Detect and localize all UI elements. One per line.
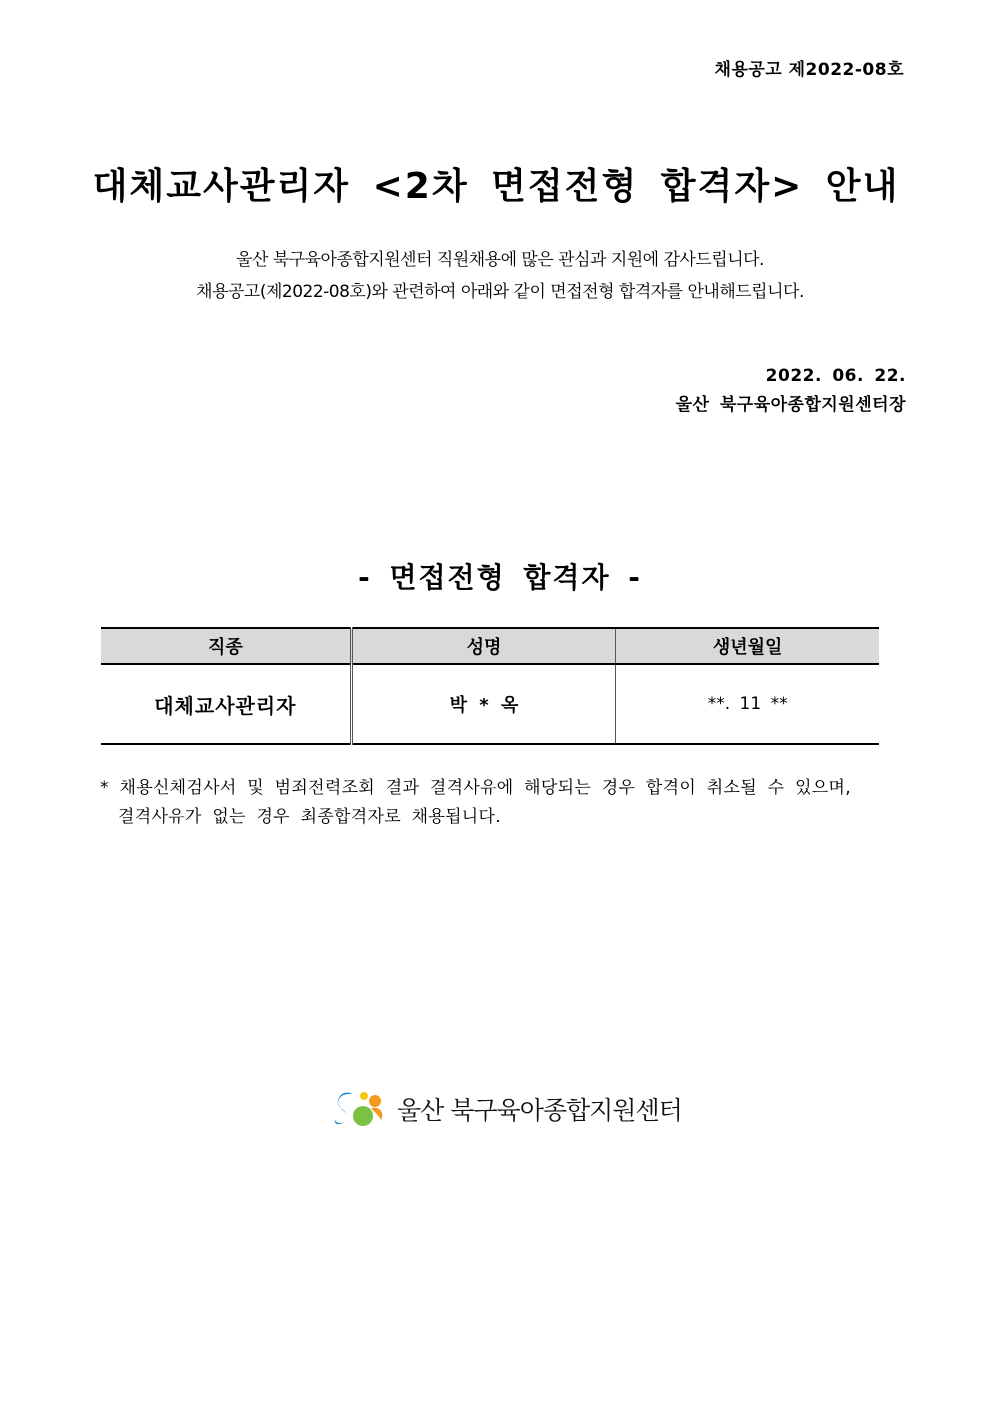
result-table [101,627,879,745]
logo-dot-yellow [360,1092,368,1100]
header-job: 직종 [101,628,351,664]
logo-dot-orange [369,1095,381,1107]
table-header-row [101,628,879,664]
header-birth: 생년월일 [616,628,879,664]
center-logo [333,1086,682,1132]
cell-name: 박 * 옥 [351,664,616,744]
issue-date: 2022. 06. 22. [765,366,906,386]
table-row [101,664,879,744]
intro-line-2: 채용공고(제2022-08호)와 관련하여 아래와 같이 면접전형 합격자를 안내해드립니다. [196,282,804,302]
header-name: 성명 [351,628,616,664]
intro-line-1: 울산 북구육아종합지원센터 직원채용에 많은 관심과 지원에 감사드립니다. [236,250,764,270]
section-heading: - 면접전형 합격자 - [358,561,642,594]
page-title: 대체교사관리자 <2차 면접전형 합격자> 안내 [92,166,900,207]
issuer: 울산 북구육아종합지원센터장 [675,395,906,415]
cell-birth: **. 11 ** [616,664,879,744]
intro-text [0,244,992,308]
logo-text: 울산 북구육아종합지원센터 [397,1096,682,1125]
logo-circle-green [353,1106,373,1126]
center-logo-icon [333,1086,389,1132]
date-block [676,362,906,420]
notice-number: 채용공고 제2022-08호 [714,60,904,80]
footnote-line-1: * 채용신체검사서 및 범죄전력조회 결과 결격사유에 해당되는 경우 합격이 취소될 수 있으며, [100,778,851,798]
cell-job: 대체교사관리자 [101,664,351,744]
footnote-line-2: 결격사유가 없는 경우 최종합격자로 채용됩니다. [118,807,501,827]
logo-swoosh-blue [335,1092,352,1124]
footnote [100,774,910,832]
